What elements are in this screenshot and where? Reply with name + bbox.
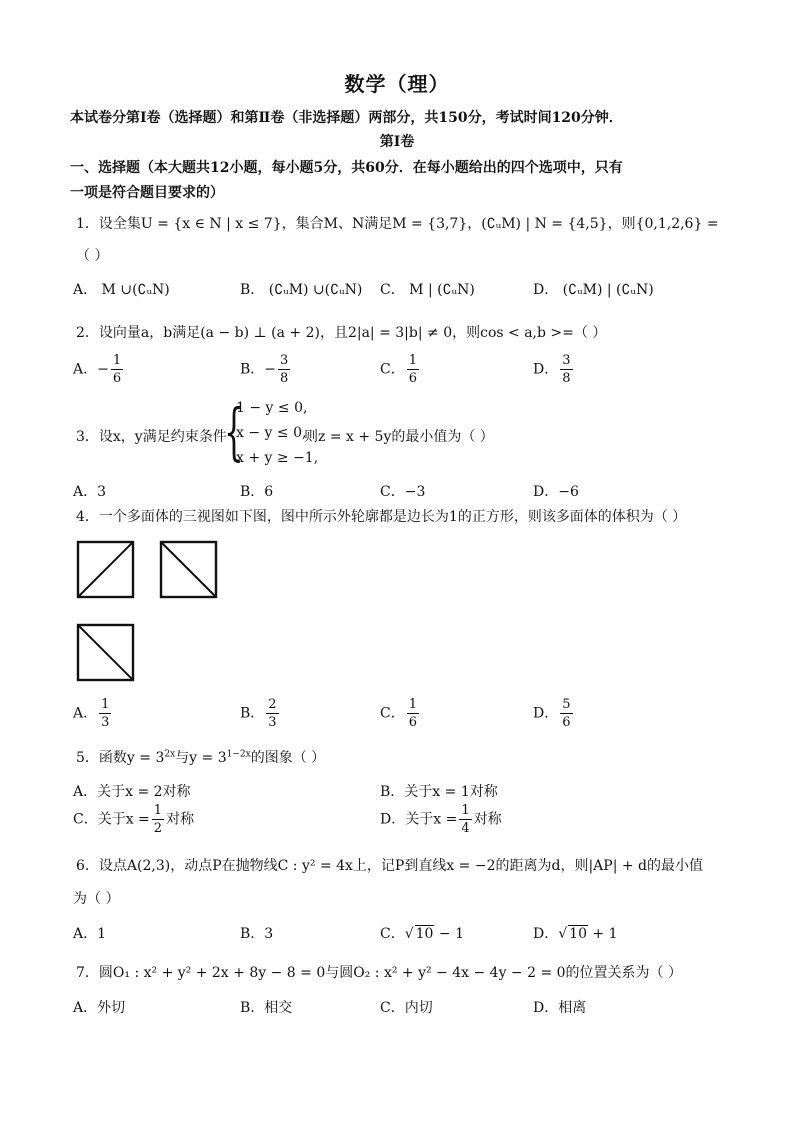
q4-b-fraction bbox=[266, 698, 278, 729]
q5-option-d bbox=[380, 804, 502, 835]
q6-c-tail: − 1 bbox=[434, 926, 465, 942]
q6-stem-line2: 为（ ） bbox=[73, 891, 120, 907]
q2-stem: 2．设向量a，b满足(a − b) ⊥ (a + 2)，且2|a| = 3|b| ≠ 0，则cos < a,b >=（ ） bbox=[76, 325, 607, 341]
q4-b-num: 2 bbox=[268, 697, 277, 712]
q6-stem-line1: 6．设点A(2,3)，动点P在抛物线C : y² = 4x上，记P到直线x = −2的距离为d，则|AP| + d的最小值 bbox=[76, 858, 704, 874]
sqrt-icon: √ bbox=[404, 926, 414, 942]
q3-constraint-2: x − y ≤ 0, bbox=[236, 425, 307, 441]
q4-d-fraction bbox=[560, 698, 572, 729]
q4-stem: 4．一个多面体的三视图如下图，图中所示外轮廓都是边长为1的正方形，则该多面体的体积为（ ） bbox=[76, 509, 687, 525]
q1-option-a: A． M ∪(∁ᵤN) bbox=[73, 282, 170, 298]
q2-b-num: 3 bbox=[280, 353, 289, 368]
top-view bbox=[78, 625, 133, 680]
q5-exponent-1: 2x bbox=[164, 749, 176, 760]
q2-option-c bbox=[380, 354, 421, 385]
q5-d-fraction bbox=[459, 804, 471, 835]
q4-c-num: 1 bbox=[408, 697, 417, 712]
q7-option-c: C．内切 bbox=[380, 1000, 433, 1016]
q5-stem-c: 的图象（ ） bbox=[250, 750, 326, 766]
q3-option-b: B．6 bbox=[240, 484, 274, 500]
q3-constraint-3: x + y ≥ −1, bbox=[236, 450, 319, 466]
q2-option-d bbox=[533, 354, 575, 385]
q7-option-b: B．相交 bbox=[240, 1000, 293, 1016]
q5-option-c bbox=[73, 804, 194, 835]
q5-d-den: 4 bbox=[461, 821, 470, 836]
q2-d-label: D． bbox=[533, 361, 559, 378]
q4-d-num: 5 bbox=[562, 697, 571, 712]
q1-option-b: B． (∁ᵤM) ∪(∁ᵤN) bbox=[240, 282, 363, 298]
q5-d-post: 对称 bbox=[473, 811, 502, 828]
q4-c-label: C． bbox=[380, 705, 405, 722]
page-title: 数学（理） bbox=[344, 72, 450, 96]
q2-d-num: 3 bbox=[562, 353, 571, 368]
q5-exponent-2: 1−2x bbox=[226, 749, 251, 760]
q5-stem bbox=[76, 747, 325, 767]
q4-d-den: 6 bbox=[562, 715, 571, 730]
q2-a-num: 1 bbox=[112, 353, 122, 368]
q3-stem-tail: 则z = x + 5y的最小值为（ ） bbox=[304, 429, 494, 445]
q7-stem: 7．圆O₁ : x² + y² + 2x + 8y − 8 = 0与圆O₂ : x² + y² − 4x − 4y − 2 = 0的位置关系为（ ） bbox=[76, 965, 683, 981]
q4-option-c bbox=[380, 698, 421, 729]
section-heading-line2: 一项是符合题目要求的） bbox=[70, 185, 224, 201]
q6-d-label: D． bbox=[533, 926, 559, 942]
q2-b-fraction bbox=[278, 354, 290, 385]
q4-a-fraction bbox=[99, 698, 111, 729]
exam-intro: 本试卷分第Ⅰ卷（选择题）和第Ⅱ卷（非选择题）两部分，共150分，考试时间120分钟． bbox=[70, 110, 623, 126]
q5-d-num: 1 bbox=[461, 803, 470, 818]
q2-b-label: B． bbox=[240, 361, 265, 378]
q2-c-fraction bbox=[407, 354, 419, 385]
q5-option-a: A．关于x = 2对称 bbox=[73, 784, 191, 800]
q2-c-num: 1 bbox=[408, 353, 417, 368]
q1-stem: 1．设全集U = {x ∈ N | x ≤ 7}，集合M、N满足M = {3,7}，(∁ᵤM) | N = {4,5}，则{0,1,2,6} = bbox=[76, 216, 719, 232]
q2-option-a bbox=[73, 354, 125, 385]
q2-a-den: 6 bbox=[112, 371, 122, 386]
q5-c-post: 对称 bbox=[166, 811, 195, 828]
sqrt-icon: √ bbox=[558, 926, 568, 942]
q5-option-b: B．关于x = 1对称 bbox=[380, 784, 498, 800]
q6-option-d bbox=[533, 923, 618, 943]
q3-stem-pre: 3．设x，y满足约束条件 bbox=[76, 429, 227, 445]
q5-stem-b: 与y = 3 bbox=[175, 750, 227, 766]
q2-d-fraction bbox=[560, 354, 572, 385]
q5-c-den: 2 bbox=[153, 821, 163, 836]
q4-c-fraction bbox=[407, 698, 419, 729]
q6-option-c bbox=[380, 923, 464, 943]
q2-a-label: A． bbox=[73, 361, 98, 378]
q4-a-label: A． bbox=[73, 705, 98, 722]
q3-option-d: D．−6 bbox=[533, 484, 579, 500]
q3-option-c: C．−3 bbox=[380, 484, 426, 500]
q5-c-num: 1 bbox=[153, 803, 163, 818]
q6-d-radicand: 10 bbox=[569, 926, 587, 942]
q2-c-label: C． bbox=[380, 361, 405, 378]
q3-brace: { bbox=[224, 395, 244, 468]
q4-option-b bbox=[240, 698, 281, 729]
q6-option-a: A．1 bbox=[73, 926, 107, 942]
q7-option-d: D．相离 bbox=[533, 1000, 587, 1016]
front-view bbox=[78, 542, 133, 597]
q1-option-c: C． M | (∁ᵤN) bbox=[380, 282, 475, 298]
q6-option-b: B．3 bbox=[240, 926, 274, 942]
q5-stem-a: 5．函数y = 3 bbox=[76, 750, 165, 766]
q1-paren: （ ） bbox=[76, 248, 109, 264]
side-view bbox=[161, 542, 216, 597]
part-heading: 第Ⅰ卷 bbox=[379, 134, 415, 150]
q4-b-den: 3 bbox=[268, 715, 277, 730]
q6-c-label: C． bbox=[380, 926, 405, 942]
q7-option-a: A．外切 bbox=[73, 1000, 126, 1016]
q2-d-den: 8 bbox=[562, 371, 571, 386]
q2-c-den: 6 bbox=[408, 371, 417, 386]
q4-b-label: B． bbox=[240, 705, 265, 722]
q6-c-radicand: 10 bbox=[415, 926, 434, 942]
q2-b-den: 8 bbox=[280, 371, 289, 386]
q2-a-fraction bbox=[111, 354, 123, 385]
q5-d-pre: D．关于x = bbox=[380, 811, 458, 828]
q4-a-den: 3 bbox=[101, 715, 110, 730]
q3-constraint-1: 1 − y ≤ 0, bbox=[236, 400, 308, 416]
q4-a-num: 1 bbox=[101, 697, 110, 712]
q2-b-sign: − bbox=[264, 361, 277, 378]
q4-option-a bbox=[73, 698, 113, 729]
q5-c-pre: C．关于x = bbox=[73, 811, 150, 828]
q5-c-fraction bbox=[152, 804, 164, 835]
q4-d-label: D． bbox=[533, 705, 559, 722]
q4-c-den: 6 bbox=[408, 715, 417, 730]
q2-option-b bbox=[240, 354, 292, 385]
q2-a-sign: − bbox=[97, 361, 109, 378]
q4-option-d bbox=[533, 698, 575, 729]
section-heading-line1: 一、选择题（本大题共12小题，每小题5分，共60分．在每小题给出的四个选项中，只有 bbox=[70, 160, 623, 176]
q6-d-tail: + 1 bbox=[587, 926, 618, 942]
three-view-figure bbox=[75, 539, 225, 685]
q1-option-d: D． (∁ᵤM) | (∁ᵤN) bbox=[533, 282, 654, 298]
q3-option-a: A．3 bbox=[73, 484, 107, 500]
